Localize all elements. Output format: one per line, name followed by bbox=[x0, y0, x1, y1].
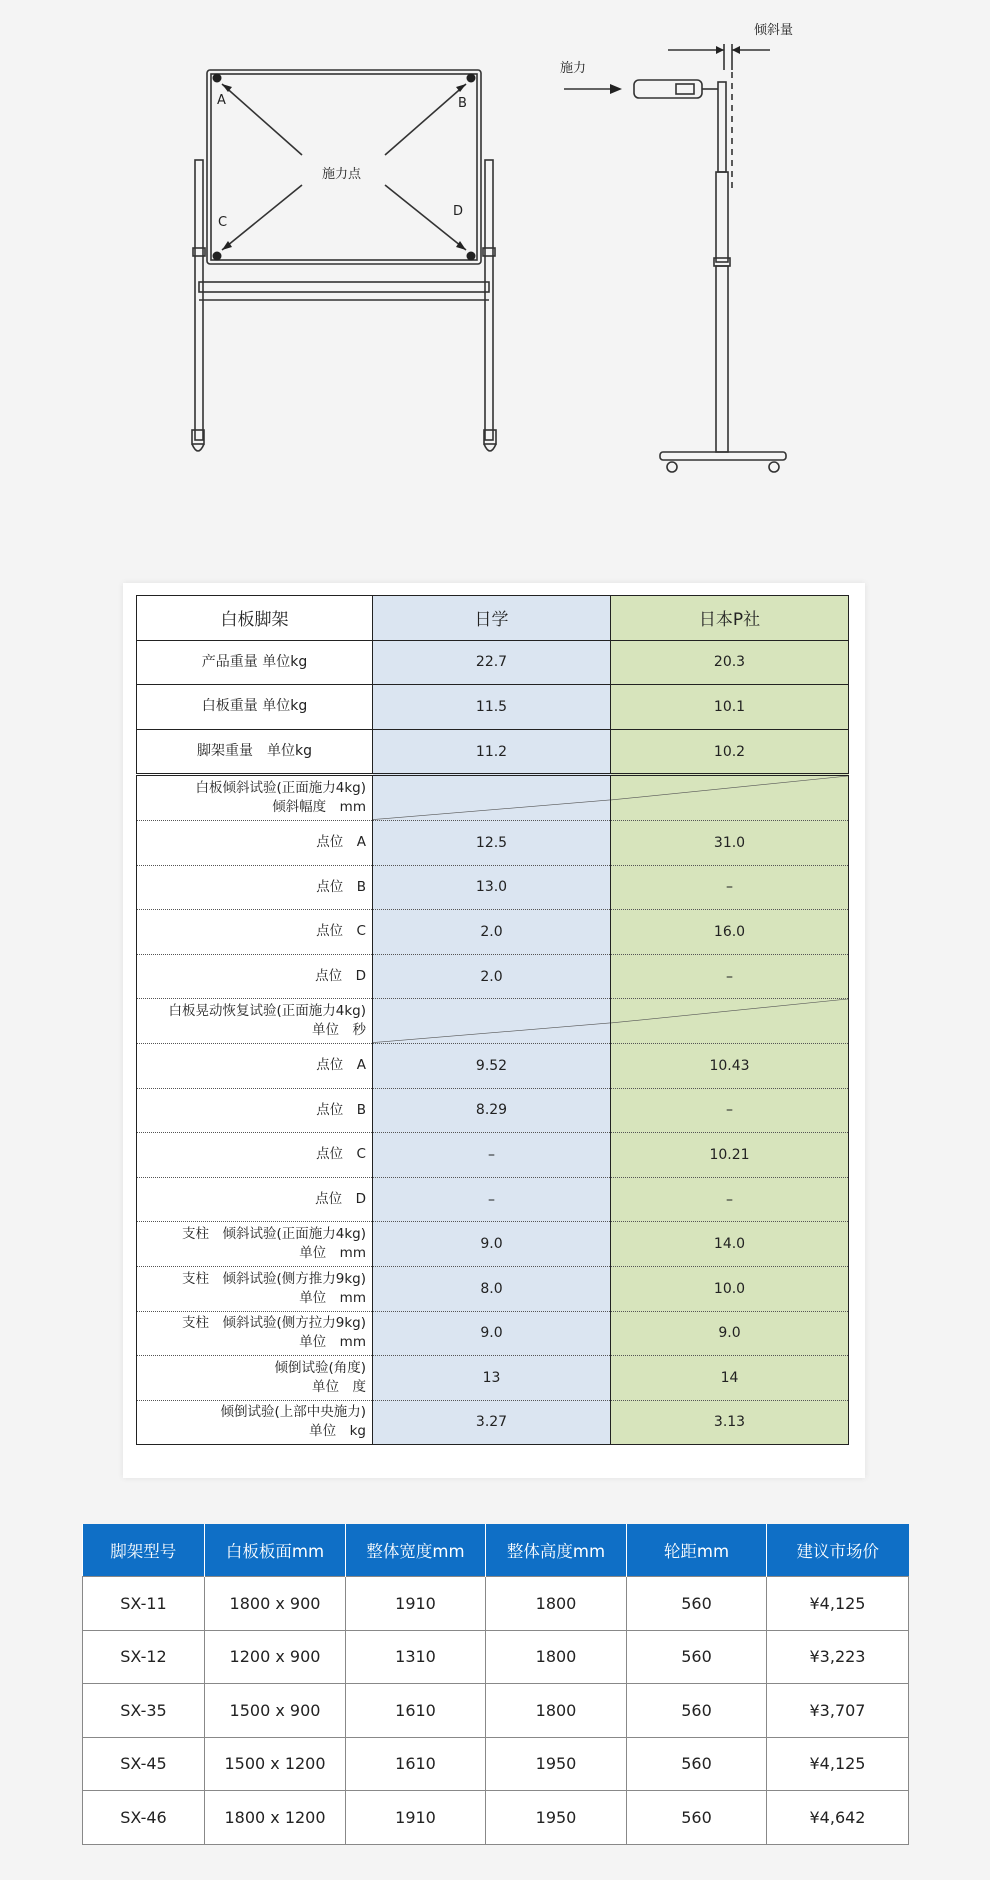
spec-model: SX-45 bbox=[83, 1737, 205, 1791]
brand2-value: 3.13 bbox=[611, 1400, 849, 1445]
header-brand1: 日学 bbox=[373, 596, 611, 641]
spec-header-row bbox=[83, 1524, 909, 1577]
brand1-value: 3.27 bbox=[373, 1400, 611, 1445]
row-label-line1: 支柱 倾斜试验(正面施力4kg) bbox=[181, 1226, 366, 1243]
table-row bbox=[83, 1791, 909, 1845]
brand1-value: 2.0 bbox=[373, 910, 611, 955]
table-row bbox=[83, 1630, 909, 1684]
brand2-value: 10.0 bbox=[611, 1266, 849, 1311]
spec-price: ¥3,707 bbox=[767, 1684, 909, 1738]
whiteboard-test-diagram bbox=[0, 0, 990, 520]
spec-model: SX-46 bbox=[83, 1791, 205, 1845]
brand1-value: 9.0 bbox=[373, 1311, 611, 1356]
header-label: 白板脚架 bbox=[137, 596, 373, 641]
spec-price: ¥3,223 bbox=[767, 1630, 909, 1684]
brand1-value: – bbox=[373, 1133, 611, 1178]
spec-wheelbase: 560 bbox=[627, 1737, 767, 1791]
row-label-line2: 单位 度 bbox=[312, 1378, 366, 1395]
force-label: 施力 bbox=[560, 61, 587, 76]
spec-wheelbase: 560 bbox=[627, 1684, 767, 1738]
spec-wheelbase: 560 bbox=[627, 1577, 767, 1631]
spec-table bbox=[82, 1524, 909, 1845]
table-row bbox=[137, 640, 849, 685]
row-label bbox=[137, 1311, 373, 1356]
table-row bbox=[137, 1266, 849, 1311]
tilt-section-diagonal-2 bbox=[611, 775, 849, 821]
brand2-value: – bbox=[611, 1088, 849, 1133]
brand1-value: 12.5 bbox=[373, 820, 611, 865]
table-row bbox=[137, 820, 849, 865]
table-row bbox=[137, 1400, 849, 1445]
tilt-section-unit: 倾斜幅度 mm bbox=[272, 799, 366, 816]
spec-height: 1800 bbox=[486, 1630, 627, 1684]
comparison-table bbox=[136, 595, 849, 1445]
spec-width: 1610 bbox=[346, 1684, 486, 1738]
brand1-value: 22.7 bbox=[373, 640, 611, 685]
recovery-section-row bbox=[137, 999, 849, 1044]
tilt-section-label bbox=[137, 775, 373, 821]
recovery-section-diagonal-2 bbox=[611, 999, 849, 1044]
spec-price: ¥4,125 bbox=[767, 1577, 909, 1631]
spec-board-size: 1500 x 1200 bbox=[205, 1737, 346, 1791]
spec-model: SX-11 bbox=[83, 1577, 205, 1631]
row-label-line2: 单位 mm bbox=[299, 1245, 366, 1262]
comparison-card bbox=[123, 583, 865, 1478]
table-row bbox=[137, 729, 849, 775]
brand1-value: 8.29 bbox=[373, 1088, 611, 1133]
spec-board-size: 1200 x 900 bbox=[205, 1630, 346, 1684]
spec-height: 1800 bbox=[486, 1684, 627, 1738]
brand2-value: 10.1 bbox=[611, 685, 849, 730]
spec-header-price: 建议市场价 bbox=[767, 1524, 909, 1577]
spec-width: 1910 bbox=[346, 1577, 486, 1631]
comparison-header-row bbox=[137, 596, 849, 641]
spec-width: 1310 bbox=[346, 1630, 486, 1684]
spec-header-width: 整体宽度mm bbox=[346, 1524, 486, 1577]
spec-wheelbase: 560 bbox=[627, 1630, 767, 1684]
spec-price: ¥4,642 bbox=[767, 1791, 909, 1845]
point-label-a: A bbox=[217, 93, 226, 108]
spec-width: 1610 bbox=[346, 1737, 486, 1791]
brand1-value: 13.0 bbox=[373, 865, 611, 910]
brand2-value: 9.0 bbox=[611, 1311, 849, 1356]
spec-header-height: 整体高度mm bbox=[486, 1524, 627, 1577]
header-brand2: 日本P社 bbox=[611, 596, 849, 641]
row-label-line2: 单位 mm bbox=[299, 1334, 366, 1351]
table-row bbox=[137, 865, 849, 910]
spec-height: 1950 bbox=[486, 1737, 627, 1791]
row-label bbox=[137, 1400, 373, 1445]
diagram-drawing bbox=[0, 0, 990, 520]
row-label: 点位 B bbox=[137, 1088, 373, 1133]
row-label: 点位 A bbox=[137, 1043, 373, 1088]
recovery-section-unit: 单位 秒 bbox=[312, 1022, 366, 1039]
row-label: 脚架重量 单位kg bbox=[137, 729, 373, 775]
row-label: 产品重量 单位kg bbox=[137, 640, 373, 685]
row-label: 点位 A bbox=[137, 820, 373, 865]
brand1-value: 11.2 bbox=[373, 729, 611, 775]
spec-header-wheelbase: 轮距mm bbox=[627, 1524, 767, 1577]
brand2-value: 10.21 bbox=[611, 1133, 849, 1178]
force-points-label: 施力点 bbox=[322, 167, 362, 182]
row-label bbox=[137, 1266, 373, 1311]
table-row bbox=[137, 1222, 849, 1267]
brand2-value: 20.3 bbox=[611, 640, 849, 685]
tilt-section-title: 白板倾斜试验(正面施力4kg) bbox=[195, 780, 366, 797]
table-row bbox=[83, 1684, 909, 1738]
row-label-line2: 单位 mm bbox=[299, 1289, 366, 1306]
table-row bbox=[137, 1133, 849, 1178]
row-label-line1: 支柱 倾斜试验(侧方拉力9kg) bbox=[181, 1315, 366, 1332]
table-row bbox=[83, 1577, 909, 1631]
table-row bbox=[137, 1043, 849, 1088]
row-label: 点位 C bbox=[137, 910, 373, 955]
tilt-section-diagonal-1 bbox=[373, 775, 611, 821]
spec-wheelbase: 560 bbox=[627, 1791, 767, 1845]
row-label bbox=[137, 1356, 373, 1401]
row-label-line1: 倾倒试验(上部中央施力) bbox=[220, 1404, 366, 1421]
row-label: 白板重量 单位kg bbox=[137, 685, 373, 730]
spec-model: SX-12 bbox=[83, 1630, 205, 1684]
table-row bbox=[137, 1356, 849, 1401]
spec-board-size: 1800 x 900 bbox=[205, 1577, 346, 1631]
brand1-value: 8.0 bbox=[373, 1266, 611, 1311]
row-label: 点位 D bbox=[137, 954, 373, 999]
brand2-value: – bbox=[611, 865, 849, 910]
brand2-value: 14 bbox=[611, 1356, 849, 1401]
spec-width: 1910 bbox=[346, 1791, 486, 1845]
brand1-value: 9.0 bbox=[373, 1222, 611, 1267]
tilt-section-row bbox=[137, 775, 849, 821]
point-label-b: B bbox=[458, 96, 467, 111]
tilt-amount-label: 倾斜量 bbox=[754, 23, 794, 38]
brand2-value: – bbox=[611, 1177, 849, 1222]
row-label-line2: 单位 kg bbox=[309, 1423, 366, 1440]
spec-model: SX-35 bbox=[83, 1684, 205, 1738]
spec-height: 1800 bbox=[486, 1577, 627, 1631]
brand1-value: 11.5 bbox=[373, 685, 611, 730]
point-label-c: C bbox=[218, 215, 228, 230]
table-row bbox=[137, 1088, 849, 1133]
recovery-section-label bbox=[137, 999, 373, 1044]
table-row bbox=[83, 1737, 909, 1791]
brand2-value: – bbox=[611, 954, 849, 999]
row-label-line1: 支柱 倾斜试验(侧方推力9kg) bbox=[181, 1270, 366, 1287]
brand1-value: 9.52 bbox=[373, 1043, 611, 1088]
brand1-value: – bbox=[373, 1177, 611, 1222]
recovery-section-diagonal-1 bbox=[373, 999, 611, 1044]
brand2-value: 10.2 bbox=[611, 729, 849, 775]
row-label: 点位 C bbox=[137, 1133, 373, 1178]
spec-board-size: 1500 x 900 bbox=[205, 1684, 346, 1738]
brand1-value: 2.0 bbox=[373, 954, 611, 999]
brand2-value: 31.0 bbox=[611, 820, 849, 865]
spec-header-board-size: 白板板面mm bbox=[205, 1524, 346, 1577]
brand2-value: 10.43 bbox=[611, 1043, 849, 1088]
row-label-line1: 倾倒试验(角度) bbox=[274, 1359, 366, 1376]
table-row bbox=[137, 954, 849, 999]
brand2-value: 14.0 bbox=[611, 1222, 849, 1267]
spec-price: ¥4,125 bbox=[767, 1737, 909, 1791]
table-row bbox=[137, 1311, 849, 1356]
brand2-value: 16.0 bbox=[611, 910, 849, 955]
point-label-d: D bbox=[453, 204, 464, 219]
table-row bbox=[137, 1177, 849, 1222]
spec-board-size: 1800 x 1200 bbox=[205, 1791, 346, 1845]
spec-height: 1950 bbox=[486, 1791, 627, 1845]
recovery-section-title: 白板晃动恢复试验(正面施力4kg) bbox=[168, 1003, 366, 1020]
spec-header-model: 脚架型号 bbox=[83, 1524, 205, 1577]
table-row bbox=[137, 685, 849, 730]
table-row bbox=[137, 910, 849, 955]
row-label bbox=[137, 1222, 373, 1267]
row-label: 点位 D bbox=[137, 1177, 373, 1222]
row-label: 点位 B bbox=[137, 865, 373, 910]
brand1-value: 13 bbox=[373, 1356, 611, 1401]
